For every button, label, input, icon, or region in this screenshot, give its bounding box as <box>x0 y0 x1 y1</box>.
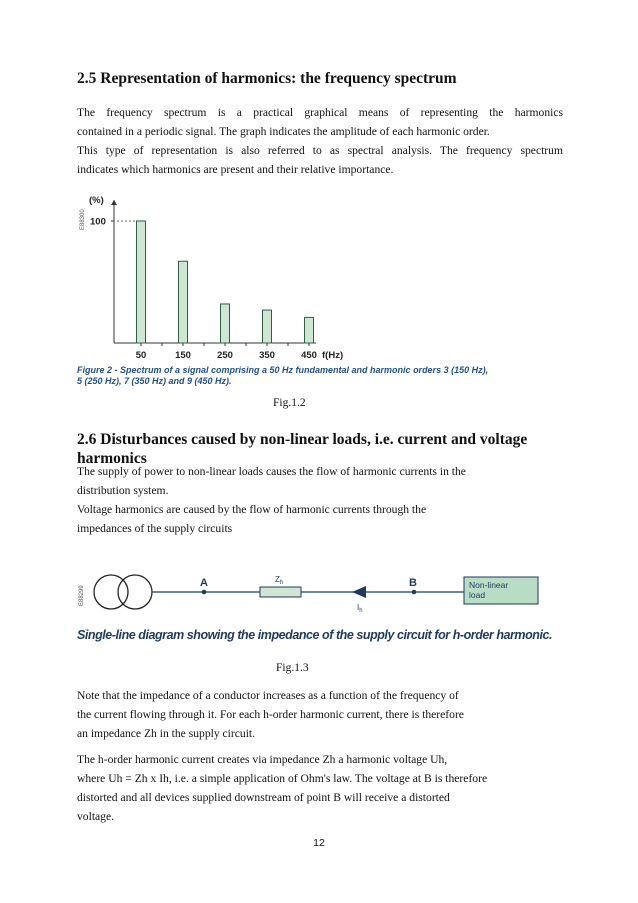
x-axis-label: f(Hz) <box>322 350 344 361</box>
heading-line: 2.6 Disturbances caused by non-linear loads, i.e. current and voltage <box>77 431 528 448</box>
section-2-6-paragraph <box>77 462 557 538</box>
text-line: impedances of the supply circuits <box>77 522 233 535</box>
spectrum-bar <box>221 304 230 343</box>
text-line: where Uh = Zh x Ih, i.e. a simple application of Ohm's law. The voltage at B is therefore <box>77 772 488 785</box>
caption-line: Figure 2 - Spectrum of a signal comprising a 50 Hz fundamental and harmonic orders 3 (150 Hz), <box>77 365 489 375</box>
y-axis-label: (%) <box>89 195 104 206</box>
node-a-dot <box>202 590 207 595</box>
node-b-dot <box>412 590 417 595</box>
page-number: 12 <box>313 837 325 849</box>
current-label: $I_h$ <box>357 603 363 614</box>
current-arrow-icon <box>352 586 366 598</box>
spectrum-figure-caption <box>77 365 577 386</box>
impedance-label: $Z_h$ <box>275 575 284 586</box>
section-2-5-heading: 2.5 Representation of harmonics: the frequency spectrum <box>77 70 457 87</box>
x-tick-label: 50 <box>135 350 147 361</box>
caption-line: 5 (250 Hz), 7 (350 Hz) and 9 (450 Hz). <box>77 375 232 386</box>
heading-line: harmonics <box>77 450 147 467</box>
voltage-paragraph <box>77 750 557 826</box>
text-line: The supply of power to non-linear loads causes the flow of harmonic currents in the <box>77 465 466 478</box>
text-line: voltage. <box>77 810 115 823</box>
x-tick-label: 450 <box>301 350 317 361</box>
x-tick-label: 250 <box>217 350 233 361</box>
transformer-winding-icon <box>118 575 152 609</box>
spectrum-bar <box>263 310 272 343</box>
node-b-label: B <box>409 577 417 589</box>
y-tick-label: 100 <box>90 216 106 228</box>
section-2-5-paragraph <box>77 103 563 179</box>
text-line: distorted and all devices supplied downstream of point B will receive a distorted <box>77 791 450 804</box>
text-line: The frequency spectrum is a practical graphical means of representing the harmonics <box>77 106 563 119</box>
spectrum-bar <box>305 317 314 343</box>
text-line: Voltage harmonics are caused by the flow of harmonic currents through the <box>77 503 427 516</box>
x-tick-label: 150 <box>175 350 191 361</box>
text-line: contained in a periodic signal. The graph indicates the amplitude of each harmonic order. <box>77 125 490 138</box>
node-a-label: A <box>200 577 208 589</box>
impedance-element <box>260 587 301 597</box>
impedance-paragraph <box>77 686 557 743</box>
y-axis-arrow-icon <box>111 200 117 205</box>
text-line: the current flowing through it. For each h-order harmonic current, there is therefore <box>77 708 464 721</box>
load-label-line: Non-linear <box>469 580 509 590</box>
spectrum-bar <box>137 221 146 343</box>
diagram-caption: Single-line diagram showing the impedance of the supply circuit for h-order harmonic. <box>77 628 553 642</box>
text-line: The h-order harmonic current creates via impedance Zh a harmonic voltage Uh, <box>77 753 448 766</box>
load-label-line: load <box>469 590 486 600</box>
figure-label-1-3: Fig.1.3 <box>276 662 309 674</box>
single-line-diagram <box>76 566 576 628</box>
x-tick-label: 350 <box>259 350 275 361</box>
figure-side-code: E88300 <box>80 209 86 230</box>
spectrum-chart <box>76 192 556 392</box>
spectrum-figure <box>76 192 556 392</box>
figure-label-1-2: Fig.1.2 <box>273 397 306 409</box>
diagram-side-code: E88299 <box>79 585 85 606</box>
text-line: indicates which harmonics are present and their relative importance. <box>77 163 394 176</box>
text-line: an impedance Zh in the supply circuit. <box>77 727 256 740</box>
text-line: distribution system. <box>77 484 169 497</box>
text-line: Note that the impedance of a conductor increases as a function of the frequency of <box>77 689 459 702</box>
spectrum-bar <box>179 261 188 343</box>
text-line: This type of representation is also referred to as spectral analysis. The frequency spectrum <box>77 144 563 157</box>
